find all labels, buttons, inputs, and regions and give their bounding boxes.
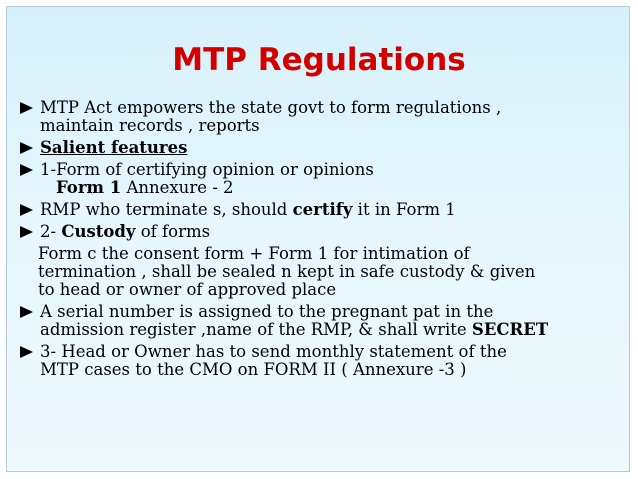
bullet-text: of forms [135, 222, 211, 241]
annexure-text: Annexure - 2 [121, 178, 234, 197]
bullet-text: 1-Form of certifying opinion or opinions [40, 160, 374, 179]
bullet-text: admission register ,name of the RMP, & shall write [40, 320, 472, 339]
bullet-item-act [18, 99, 618, 117]
bullet-item-salient [18, 139, 618, 157]
bullet-text: RMP who terminate s, should [40, 200, 293, 219]
form1-label: Form 1 [56, 178, 122, 197]
bullet-item-serial [18, 303, 618, 321]
bullet-item-serial-continued [18, 321, 618, 339]
bullet-text: 3- Head or Owner has to send monthly statement of the [40, 342, 507, 361]
bullet-text: A serial number is assigned to the pregnant pat in the [40, 302, 494, 321]
bullet-text: MTP Act empowers the state govt to form regulations , [40, 98, 502, 117]
bullet-item-monthly-continued [18, 361, 618, 379]
custody-detail-line [18, 281, 618, 299]
bullet-text: MTP cases to the CMO on FORM II ( Annexure -3 ) [40, 360, 467, 379]
bullet-text: it in Form 1 [352, 200, 456, 219]
slide-body [18, 99, 618, 379]
bullet-text: 2- [40, 222, 62, 241]
bullet-item-form-certifying [18, 161, 618, 179]
bullet-text: maintain records , reports [40, 116, 260, 135]
bullet-item-act-continued [18, 117, 618, 135]
detail-text: to head or owner of approved place [38, 280, 337, 299]
detail-text: termination , shall be sealed n kept in safe custody & given [38, 262, 536, 281]
bullet-item-rmp [18, 201, 618, 219]
custody-word: Custody [61, 222, 136, 241]
bullet-item-monthly [18, 343, 618, 361]
bullet-item-custody [18, 223, 618, 241]
secret-word: SECRET [471, 320, 549, 339]
custody-detail-line [18, 263, 618, 281]
certify-word: certify [292, 200, 353, 219]
slide-title: MTP Regulations [172, 42, 466, 78]
custody-detail-line [18, 245, 618, 263]
salient-features-heading: Salient features [40, 138, 188, 157]
form1-annexure-line [18, 179, 618, 197]
detail-text: Form c the consent form + Form 1 for intimation of [38, 244, 470, 263]
